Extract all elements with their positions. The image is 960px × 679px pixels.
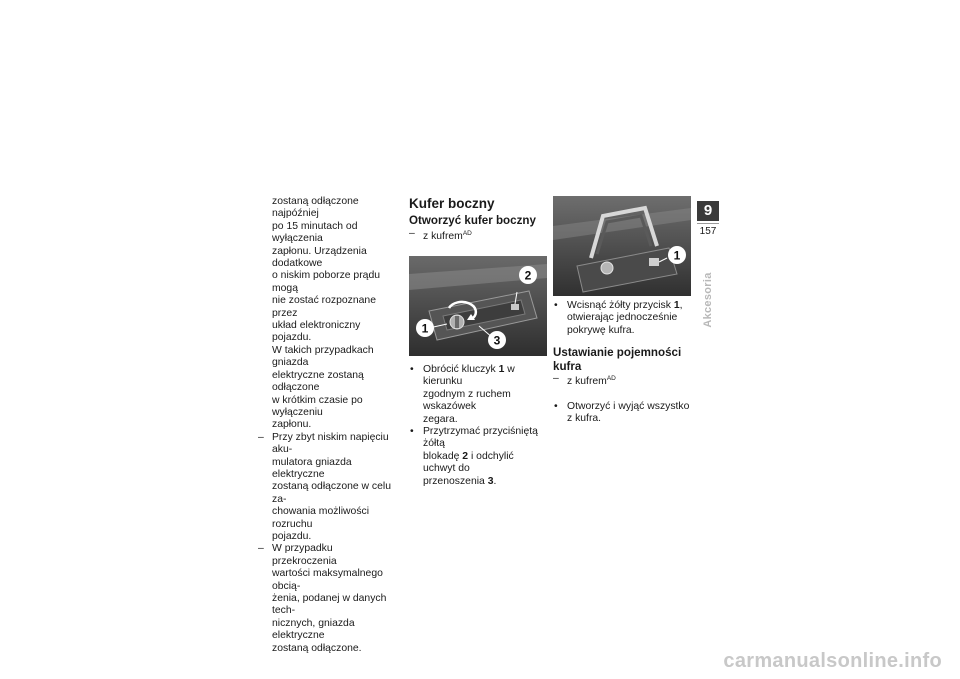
text-run: Wcisnąć żółty przycisk (567, 300, 674, 311)
text-line: żenia, podanej w danych tech- (272, 593, 387, 617)
lead-paragraph (258, 196, 398, 432)
text-line: zostaną odłączone. (272, 642, 362, 654)
text-line: zapłonu. (272, 419, 312, 431)
photo-callout: 1 (673, 248, 681, 263)
text-run: . (493, 475, 497, 487)
text-line (423, 364, 547, 389)
dash-item-low-voltage (258, 432, 398, 544)
photo-callout: 2 (524, 268, 532, 283)
section-tab-label: Akcesoria (702, 272, 714, 328)
bullet-press-yellow-button (553, 300, 693, 337)
text-line: zgodnym z ruchem wskazówek (423, 388, 511, 413)
qualifier-sup: AD (462, 229, 472, 237)
section-heading: Kufer boczny (409, 196, 495, 211)
column-2 (409, 196, 547, 488)
text-line: zostaną odłączone najpóźniej (272, 196, 359, 220)
qualifier-sup: AD (606, 375, 616, 383)
watermark: carmanualsonline.info (723, 650, 942, 672)
page-number: 157 (699, 226, 717, 237)
column-3 (553, 196, 693, 425)
bullet-empty-case (553, 401, 693, 426)
photo-callout: 1 (421, 321, 429, 336)
text-run: przenoszenia (423, 475, 488, 487)
ref-number: 1 (498, 363, 505, 375)
text-line: otwierając jednocześnie (567, 312, 678, 324)
column-1 (258, 196, 398, 655)
text-line: z kufra. (567, 413, 602, 425)
text-line: o niskim poborze prądu mogą (272, 270, 381, 294)
text-line: pojazdu. (272, 530, 312, 542)
heading-line: Ustawianie pojemności (553, 346, 682, 360)
text-line (423, 476, 547, 488)
text-line: – W przypadku przekroczenia (272, 543, 337, 567)
page-divider (697, 223, 719, 224)
text-run: , (679, 300, 683, 311)
qualifier-text: z kufrem (423, 230, 463, 242)
subsection-heading (553, 346, 693, 373)
dash-item-overload (258, 543, 398, 655)
text-line (423, 451, 547, 476)
text-line: – Przy zbyt niskim napięciu aku- (272, 431, 389, 456)
chapter-number: 9 (697, 201, 719, 221)
side-case-handle-photo (553, 196, 691, 296)
text-line: zapłonu. Urządzenia dodatkowe (272, 245, 367, 270)
text-line: pokrywę kufra. (567, 324, 635, 336)
qualifier-text: z kufrem (567, 376, 607, 388)
qualifier (553, 373, 693, 388)
ref-number: 3 (487, 475, 494, 487)
text-run: Obrócić kluczyk (423, 363, 499, 375)
text-line (567, 300, 693, 312)
text-line: po 15 minutach od wyłączenia (272, 220, 358, 245)
text-line: zostaną odłączone w celu za- (272, 481, 391, 505)
text-line: • Otworzyć i wyjąć wszystko (567, 400, 690, 412)
text-run: w kierunku (423, 363, 515, 388)
qualifier (409, 228, 547, 243)
text-line: zegara. (423, 413, 458, 425)
text-line: chowania możliwości rozruchu (272, 506, 370, 530)
text-line: układ elektroniczny pojazdu. (272, 320, 361, 344)
text-run: blokadę (423, 450, 463, 462)
text-line: • Przytrzymać przyciśniętą żółtą (423, 425, 538, 450)
bullet-press-lock (409, 426, 547, 488)
text-line: w krótkim czasie po wyłączeniu (272, 394, 363, 418)
ref-number: 2 (462, 450, 469, 462)
text-line: elektryczne zostaną odłączone (272, 369, 364, 394)
photo-callout: 3 (493, 333, 501, 348)
text-line: mulatora gniazda elektryczne (272, 456, 352, 480)
subsection-heading: Otworzyć kufer boczny (409, 214, 536, 227)
text-line: wartości maksymalnego obcią- (272, 568, 383, 592)
side-case-lock-photo (409, 256, 547, 356)
bullet-turn-key (409, 364, 547, 426)
text-line: W takich przypadkach gniazda (272, 344, 374, 369)
text-line: nie zostać rozpoznane przez (272, 295, 376, 319)
heading-line: kufra (553, 359, 582, 373)
text-line: nicznych, gniazda elektryczne (272, 617, 355, 642)
text-run: i odchylić uchwyt do (423, 450, 514, 475)
ref-number: 1 (673, 300, 680, 311)
